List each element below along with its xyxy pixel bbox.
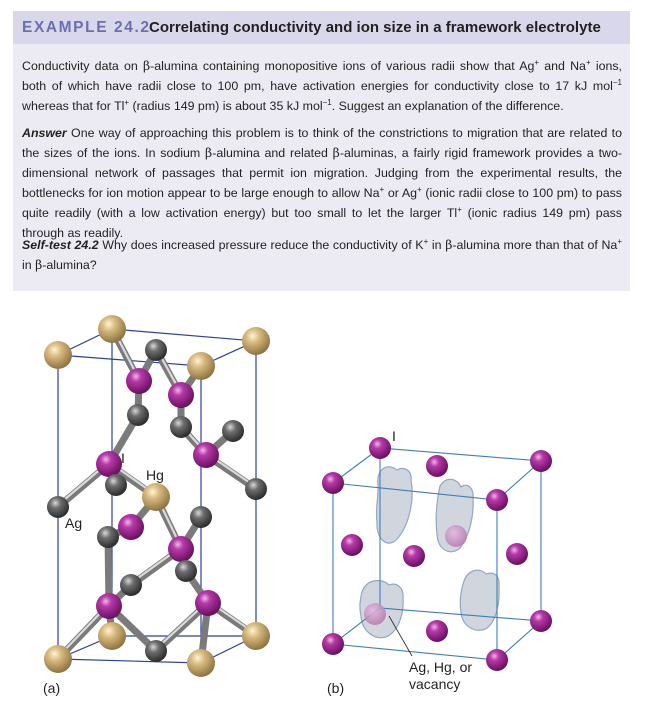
iodide-ion bbox=[486, 489, 508, 511]
mercury-atom bbox=[187, 649, 215, 677]
iodide-ion bbox=[403, 545, 425, 567]
mercury-atom bbox=[44, 341, 72, 369]
iodide-ion bbox=[426, 620, 448, 642]
callout-text-line1: Ag, Hg, or bbox=[409, 659, 473, 675]
iodide-ion bbox=[193, 442, 219, 468]
silver-atom bbox=[127, 404, 149, 426]
silver-atom bbox=[190, 506, 212, 528]
silver-atom bbox=[120, 574, 142, 596]
iodide-ion bbox=[486, 649, 508, 671]
iodide-ion bbox=[96, 451, 122, 477]
iodide-ion bbox=[126, 368, 152, 394]
iodide-ion bbox=[322, 472, 344, 494]
panel-a-structure bbox=[43, 315, 270, 696]
iodide-ion bbox=[168, 536, 194, 562]
iodide-ion bbox=[322, 633, 344, 655]
iodide-ion bbox=[506, 543, 528, 565]
mercury-atom bbox=[242, 622, 270, 650]
atoms-b bbox=[322, 437, 552, 671]
callout-text-line2: vacancy bbox=[409, 676, 461, 692]
iodide-ion bbox=[426, 455, 448, 477]
mercury-atom bbox=[98, 315, 126, 343]
label-iodide-a: I bbox=[121, 450, 125, 466]
silver-atom bbox=[170, 416, 192, 438]
iodide-ion bbox=[168, 382, 194, 408]
mercury-atom bbox=[44, 645, 72, 673]
silver-atom bbox=[145, 339, 167, 361]
silver-atom bbox=[175, 560, 197, 582]
example-title: Correlating conductivity and ion size in a framework electrolyte bbox=[149, 19, 601, 36]
label-mercury-a: Hg bbox=[146, 467, 164, 483]
answer-paragraph: Answer One way of approaching this problem is to think of the constrictions to migration that are related to the sizes of the ions. In sodium β-alumina and related β-aluminas, a fairly rigid framework provides a two-dimensional network of passages that permit ion migration. Judging from the experimental results, the bottlenecks for ion motion appear to be large enough to allow Na+ or Ag+ (ionic radii close to 100 pm) to pass quite readily (with a low activation energy) but too small to let the larger Tl+ (ionic radius 149 pm) pass through as readily. bbox=[22, 126, 623, 240]
mercury-atom bbox=[187, 352, 215, 380]
problem-paragraph: Conductivity data on β-alumina containing monopositive ions of various radii show that Ag+ and Na+ ions, both of which have radii close to 100 pm, have activation energies for conductivity close to 17 kJ mol$^{-1}$ whereas that for Tl+ (radius 149 pm) is about 35 kJ mol$^{-1}$. Suggest an explanation of the difference. bbox=[22, 57, 622, 113]
silver-atom bbox=[97, 526, 119, 548]
iodide-ion bbox=[369, 437, 391, 459]
pale-cation-site bbox=[445, 525, 467, 547]
silver-atom bbox=[105, 474, 127, 496]
iodide-ion bbox=[341, 534, 363, 556]
example-label: EXAMPLE 24.2 bbox=[22, 19, 151, 36]
panel-b-label: (b) bbox=[327, 680, 345, 696]
iodide-ion bbox=[118, 514, 144, 540]
mercury-atom bbox=[242, 327, 270, 355]
label-iodide-b: I bbox=[392, 428, 396, 444]
migration-region bbox=[376, 467, 412, 543]
silver-atom bbox=[245, 478, 267, 500]
mercury-atom bbox=[142, 483, 170, 511]
pale-cation-site bbox=[364, 603, 386, 625]
selftest-paragraph: Self-test 24.2 Why does increased pressure reduce the conductivity of K+ in β-alumina more than that of Na+ in β-alumina? bbox=[22, 236, 622, 272]
migration-region bbox=[460, 570, 499, 630]
iodide-ion bbox=[96, 593, 122, 619]
panel-a-label: (a) bbox=[43, 680, 61, 696]
iodide-ion bbox=[195, 590, 221, 616]
silver-atom bbox=[145, 640, 167, 662]
silver-atom bbox=[222, 420, 244, 442]
label-silver-a: Ag bbox=[65, 515, 83, 531]
mercury-atom bbox=[98, 622, 126, 650]
iodide-ion bbox=[530, 450, 552, 472]
panel-b-structure bbox=[322, 428, 552, 696]
iodide-ion bbox=[530, 610, 552, 632]
